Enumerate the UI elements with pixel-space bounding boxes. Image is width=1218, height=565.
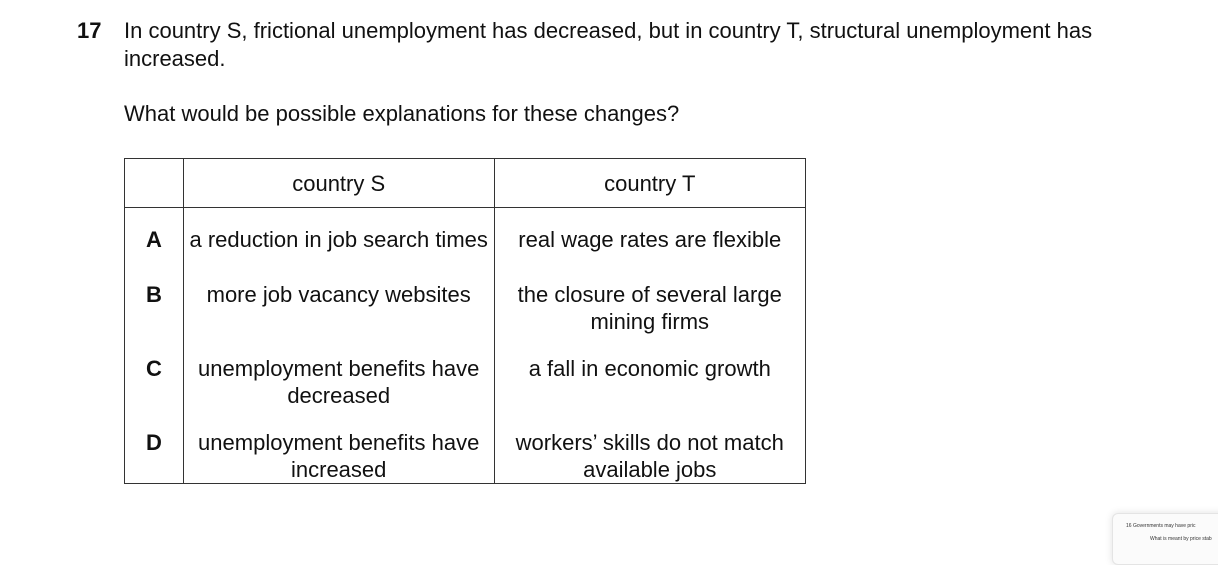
question-number: 17 (77, 18, 102, 43)
option-letter: D (125, 429, 184, 484)
option-country-t: real wage rates are flexible (494, 208, 806, 282)
option-country-s: unemployment benefits have increased (183, 429, 494, 484)
option-country-t: workers’ skills do not match available jobs (494, 429, 806, 484)
thumbnail-line: 16 Governments may have pric (1126, 523, 1196, 529)
option-letter: A (125, 208, 184, 282)
option-country-s: a reduction in job search times (183, 208, 494, 282)
thumbnail-line: What is meant by price stab (1150, 536, 1212, 542)
answer-options-table (124, 158, 806, 484)
header-letter (125, 159, 184, 208)
option-country-s: unemployment benefits have decreased (183, 355, 494, 429)
option-row-b[interactable] (125, 281, 806, 355)
next-page-thumbnail[interactable] (1112, 513, 1218, 565)
table-header-row (125, 159, 806, 208)
option-row-c[interactable] (125, 355, 806, 429)
option-letter: B (125, 281, 184, 355)
option-country-t: a fall in economic growth (494, 355, 806, 429)
header-country-t: country T (494, 159, 806, 208)
header-country-s: country S (183, 159, 494, 208)
option-letter: C (125, 355, 184, 429)
question-text: In country S, frictional unemployment has decreased, but in country T, structural unemployment has increased. (124, 18, 1093, 71)
question-prompt: What would be possible explanations for these changes? (124, 101, 680, 126)
option-row-d[interactable] (125, 429, 806, 484)
option-row-a[interactable] (125, 208, 806, 282)
option-country-s: more job vacancy websites (183, 281, 494, 355)
option-country-t: the closure of several large mining firms (494, 281, 806, 355)
